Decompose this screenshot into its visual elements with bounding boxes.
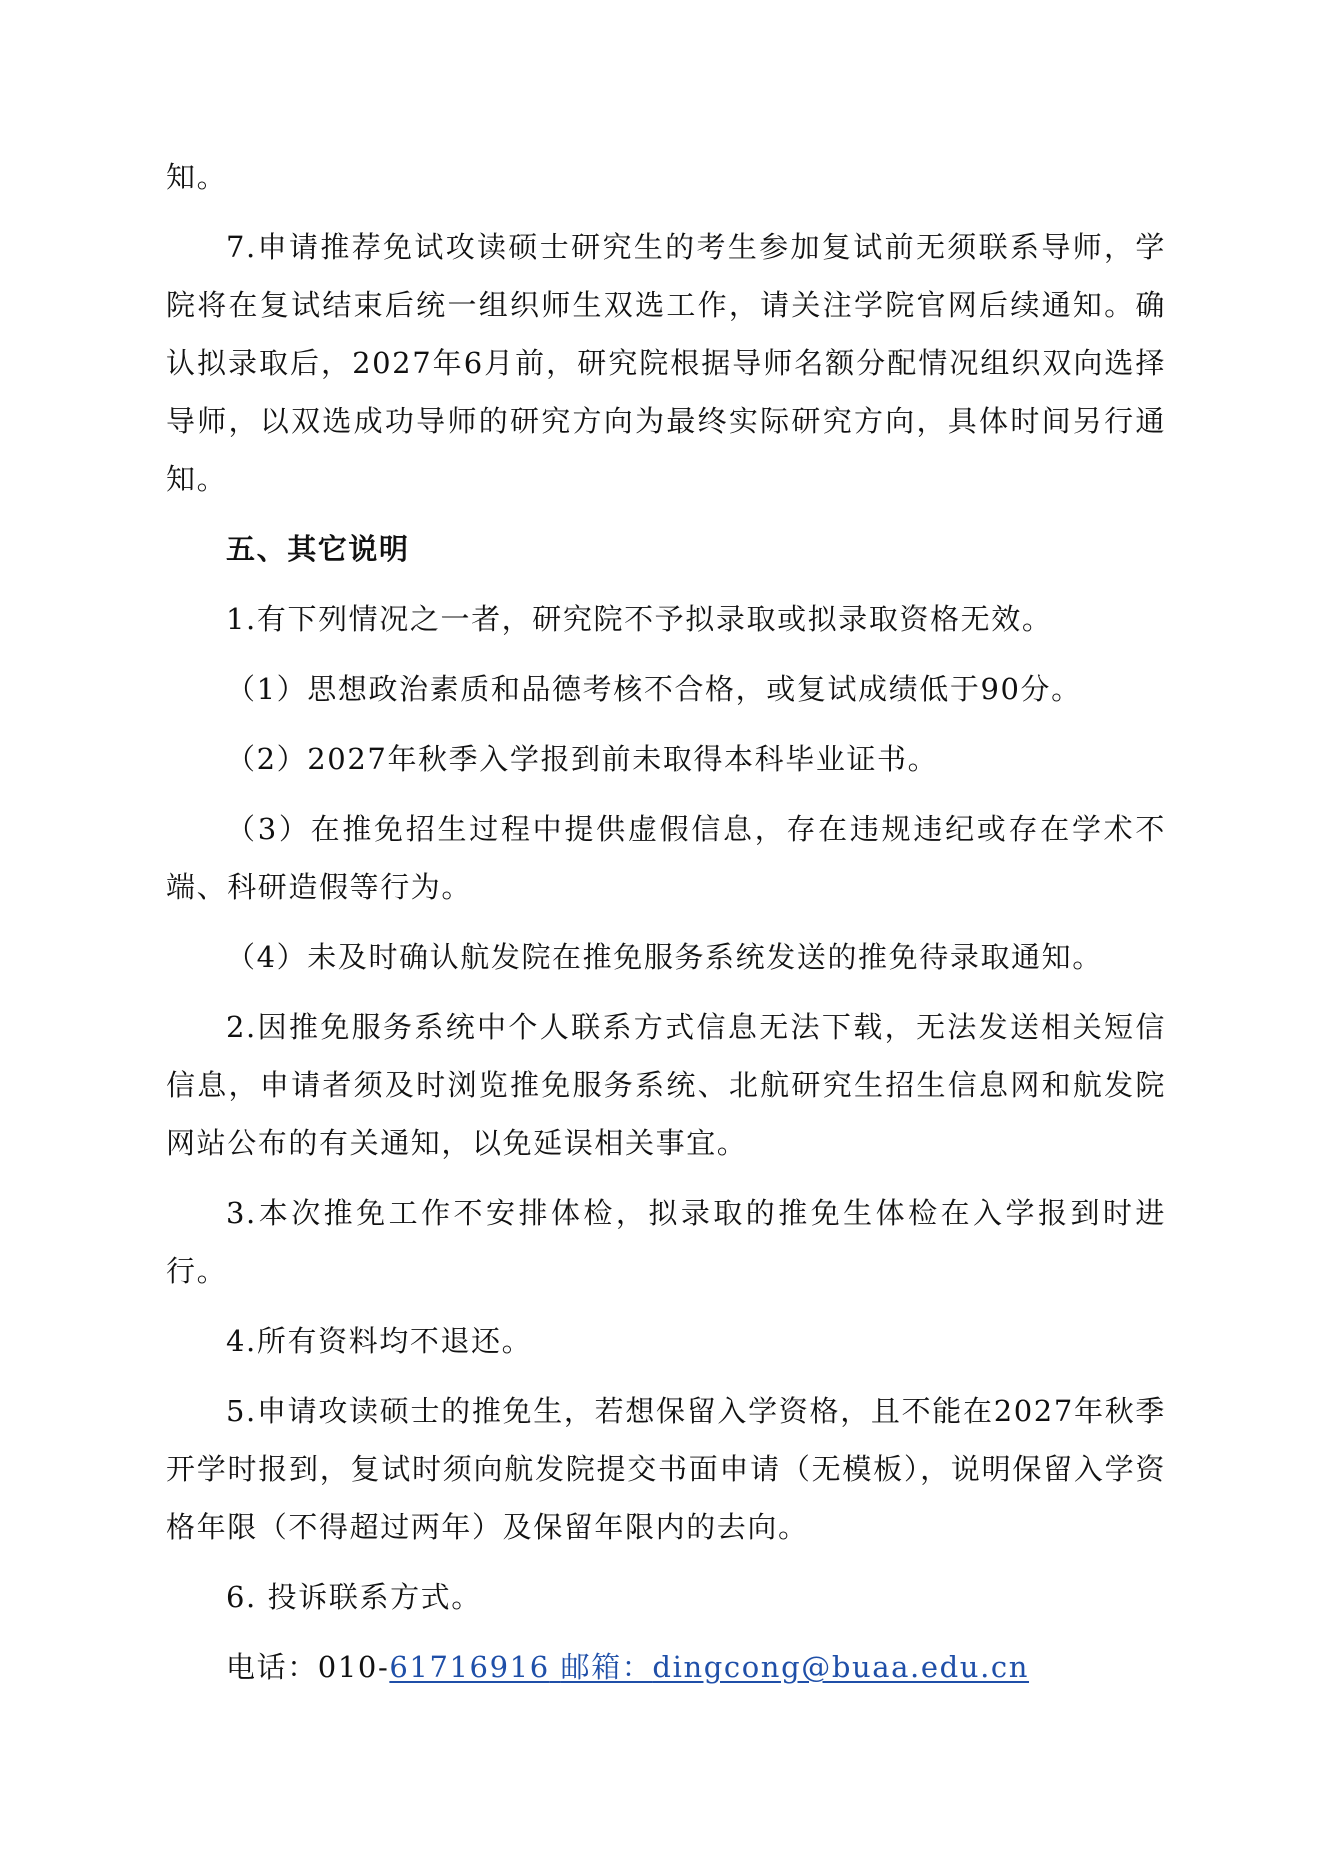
paragraph-continuation: 知。 xyxy=(166,160,228,194)
paragraph-item-5: 5.申请攻读硕士的推免生，若想保留入学资格，且不能在2027年秋季开学时报到，复试时须向航发院提交书面申请（无模板），说明保留入学资格年限（不得超过两年）及保留年限内的去向。 xyxy=(166,1394,1166,1544)
paragraph-sub-3: （3）在推免招生过程中提供虚假信息，存在违规违纪或存在学术不端、科研造假等行为。 xyxy=(166,812,1166,904)
paragraph-item-3: 3.本次推免工作不安排体检，拟录取的推免生体检在入学报到时进行。 xyxy=(166,1196,1166,1288)
paragraph-item-6: 6. 投诉联系方式。 xyxy=(226,1580,482,1614)
paragraph-item-7: 7.申请推荐免试攻读硕士研究生的考生参加复试前无须联系导师，学院将在复试结束后统一组织师生双选工作，请关注学院官网后续通知。确认拟录取后，2027年6月前，研究院根据导师名额分配情况组织双向选择导师，以双选成功导师的研究方向为最终实际研究方向，具体时间另行通知。 xyxy=(166,230,1166,496)
section-heading: 五、其它说明 xyxy=(226,532,410,566)
paragraph-item-4: 4.所有资料均不退还。 xyxy=(226,1324,533,1358)
paragraph-sub-1: （1）思想政治素质和品德考核不合格，或复试成绩低于90分。 xyxy=(226,672,1082,706)
phone-number-link[interactable]: 61716916 xyxy=(389,1650,550,1684)
paragraph-item-1: 1.有下列情况之一者，研究院不予拟录取或拟录取资格无效。 xyxy=(226,602,1053,636)
contact-line xyxy=(166,1638,1166,1696)
email-label[interactable]: 邮箱： xyxy=(560,1650,653,1684)
paragraph-sub-2: （2）2027年秋季入学报到前未取得本科毕业证书。 xyxy=(226,742,939,776)
email-spacer xyxy=(550,1650,561,1684)
phone-label: 电话：010- xyxy=(226,1650,390,1684)
document-body xyxy=(166,148,1166,1708)
paragraph-item-2: 2.因推免服务系统中个人联系方式信息无法下载，无法发送相关短信信息，申请者须及时浏览推免服务系统、北航研究生招生信息网和航发院网站公布的有关通知，以免延误相关事宜。 xyxy=(166,1010,1166,1160)
email-link[interactable]: dingcong@buaa.edu.cn xyxy=(652,1650,1030,1684)
paragraph-sub-4: （4）未及时确认航发院在推免服务系统发送的推免待录取通知。 xyxy=(226,940,1103,974)
